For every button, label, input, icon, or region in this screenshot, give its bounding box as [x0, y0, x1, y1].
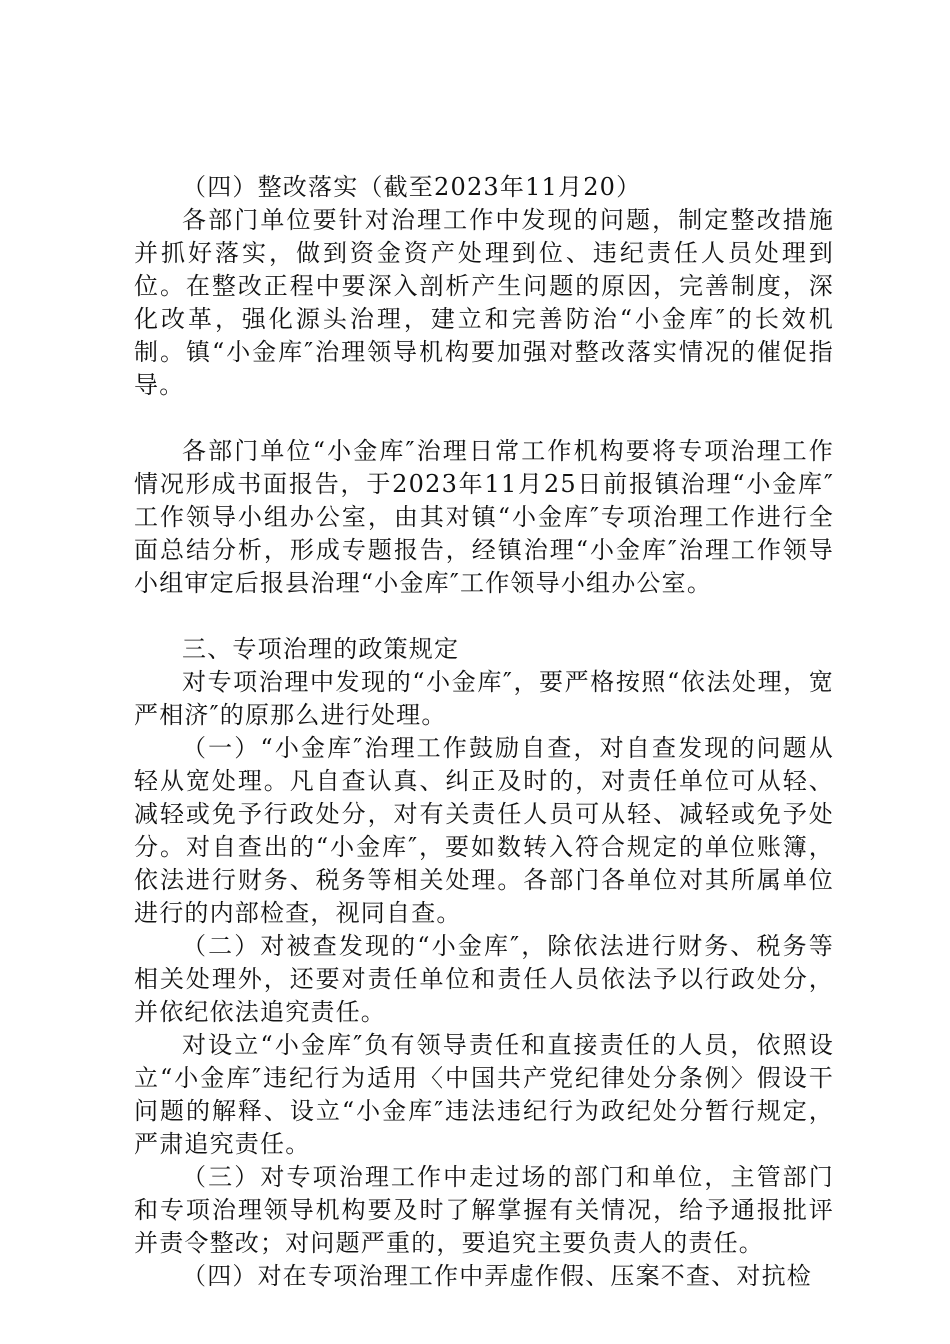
paragraph-self-inspection: （一）“小金库″治理工作鼓励自查，对自查发现的问题从轻从宽处理。凡自查认真、纠正及时的，对责任单位可从轻、减轻或免予行政处分，对有关责任人员可从轻、减轻或免予处分。对自查出的“小金库″，要如数转入符合规定的单位账簿，依法进行财务、税务等相关处理。各部门各单位对其所属单位进行的内部检查，视同自查。 [134, 734, 834, 927]
section-heading-policy: 三、专项治理的政策规定 [182, 635, 460, 663]
paragraph-perfunctory-units: （三）对专项治理工作中走过场的部门和单位，主管部门和专项治理领导机构要及时了解掌握有关情况，给予通报批评并责令整改；对问题严重的，要追究主要负责人的责任。 [134, 1163, 834, 1257]
paragraph-investigated-cases: （二）对被查发现的“小金库″，除依法进行财务、税务等相关处理外，还要对责任单位和责任人员依法予以行政处分，并依纪依法追究责任。 [134, 932, 834, 1026]
paragraph-written-report: 各部门单位“小金库″治理日常工作机构要将专项治理工作情况形成书面报告，于2023年11月25日前报镇治理“小金库″工作领导小组办公室，由其对镇“小金库″专项治理工作进行全面总结分析，形成专题报告，经镇治理“小金库″治理工作领导小组审定后报县治理“小金库″工作领导小组办公室。 [134, 437, 834, 597]
paragraph-spacer [134, 402, 834, 435]
section-heading-rectification: （四）整改落实（截至2023年11月20） [182, 173, 642, 201]
paragraph-spacer [134, 600, 834, 633]
paragraph-falsification: （四）对在专项治理工作中弄虚作假、压案不查、对抗检 [182, 1262, 812, 1290]
paragraph-policy-principle: 对专项治理中发现的“小金库″，要严格按照“依法处理，宽严相济″的原那么进行处理。 [134, 668, 834, 729]
paragraph-responsibility: 对设立“小金库″负有领导责任和直接责任的人员，依照设立“小金库″违纪行为适用〈中国共产党纪律处分条例〉假设干问题的解释、设立“小金库″违法违纪行为政纪处分暂行规定，严肃追究责任。 [134, 1031, 834, 1158]
document-page [134, 171, 834, 1293]
paragraph-rectification-measures: 各部门单位要针对治理工作中发现的问题，制定整改措施并抓好落实，做到资金资产处理到位、违纪责任人员处理到位。在整改正程中要深入剖析产生问题的原因，完善制度，深化改革，强化源头治理，建立和完善防治“小金库″的长效机制。镇“小金库″治理领导机构要加强对整改落实情况的催促指导。 [134, 206, 834, 399]
